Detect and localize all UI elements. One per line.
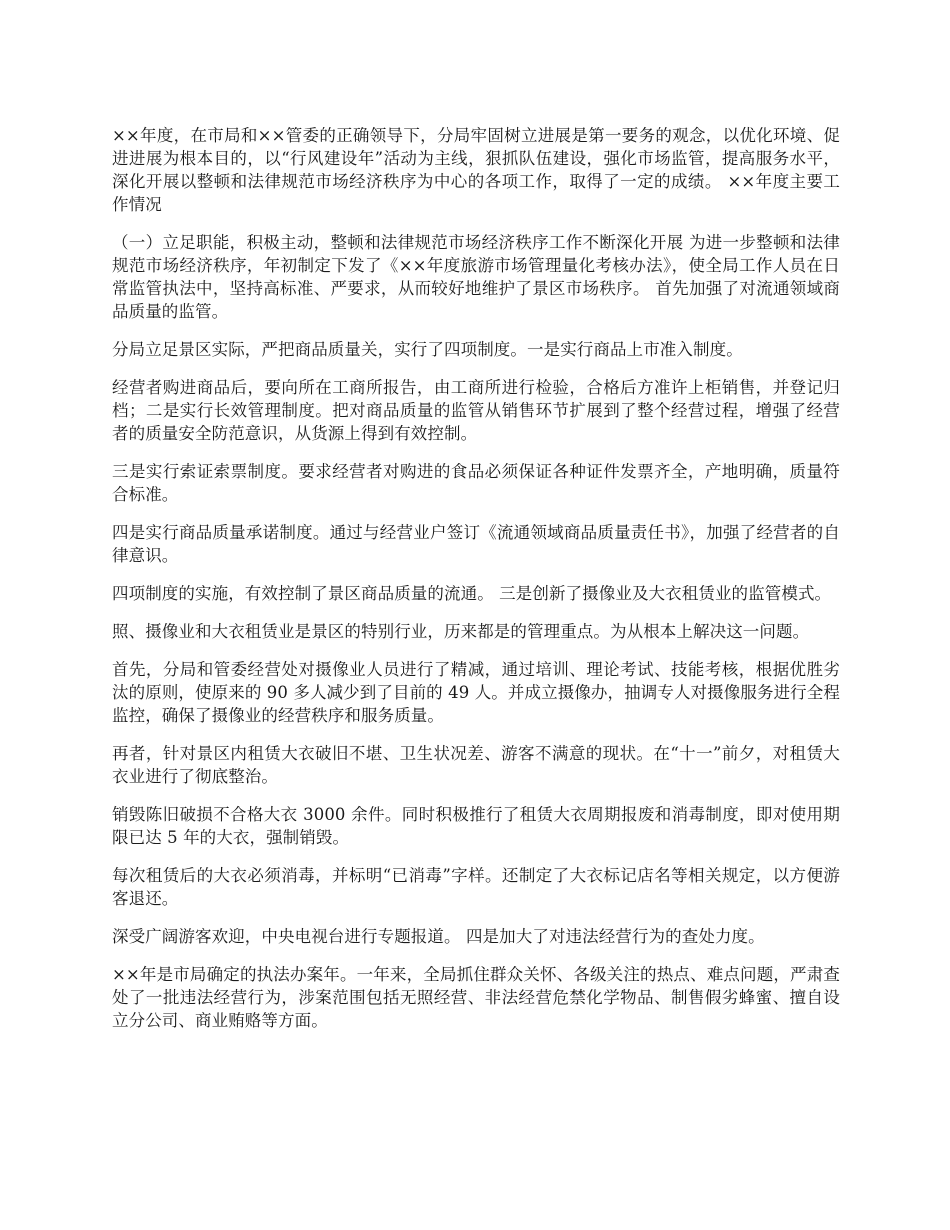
paragraph: 销毁陈旧破损不合格大衣 3000 余件。同时积极推行了租赁大衣周期报废和消毒制度，即对使用期限已达 5 年的大衣，强制销毁。 [112,805,840,847]
paragraph: 四项制度的实施，有效控制了景区商品质量的流通。 三是创新了摄像业及大衣租赁业的监管模式。 [112,584,832,603]
paragraph: ××年是市局确定的执法办案年。一年来，全局抓住群众关怀、各级关注的热点、难点问题，严肃查处了一批违法经营行为，涉案范围包括无照经营、非法经营危禁化学物品、制售假劣蜂蜜、擅自设立分公司、商业贿赂等方面。 [112,965,840,1030]
paragraph: 四是实行商品质量承诺制度。通过与经营业户签订《流通领域商品质量责任书》，加强了经营者的自律意识。 [112,523,840,565]
paragraph: 深受广阔游客欢迎，中央电视台进行专题报道。 四是加大了对违法经营行为的查处力度。 [112,927,765,946]
paragraph: 首先，分局和管委经营处对摄像业人员进行了精减，通过培训、理论考试、技能考核，根据优胜劣汰的原则，使原来的 90 多人减少到了目前的 49 人。并成立摄像办，抽调专人对摄像服务进行全程监控，确保了摄像业的经营秩序和服务质量。 [112,660,840,725]
paragraph: 再者，针对景区内租赁大衣破旧不堪、卫生状况差、游客不满意的现状。在“十一”前夕，对租赁大衣业进行了彻底整治。 [112,744,840,786]
paragraph: ××年度，在市局和××管委的正确领导下，分局牢固树立进展是第一要务的观念，以优化环境、促进进展为根本目的，以“行风建设年”活动为主线，狠抓队伍建设，强化市场监管，提高服务水平，深化开展以整顿和法律规范市场经济秩序为中心的各项工作，取得了一定的成绩。 ××年度主要工作情况 [112,126,840,214]
paragraph: 每次租赁后的大衣必须消毒，并标明“已消毒”字样。还制定了大衣标记店名等相关规定，以方便游客退还。 [112,866,840,908]
paragraph: 照、摄像业和大衣租赁业是景区的特别行业，历来都是的管理重点。为从根本上解决这一问题。 [112,622,810,641]
paragraph: 经营者购进商品后，要向所在工商所报告，由工商所进行检验，合格后方准许上柜销售，并登记归档；二是实行长效管理制度。把对商品质量的监管从销售环节扩展到了整个经营过程，增强了经营者的质量安全防范意识，从货源上得到有效控制。 [112,378,840,443]
paragraph: 分局立足景区实际，严把商品质量关，实行了四项制度。一是实行商品上市准入制度。 [112,340,743,359]
document-body [112,124,840,1047]
paragraph: 三是实行索证索票制度。要求经营者对购进的食品必须保证各种证件发票齐全，产地明确，质量符合标准。 [112,462,840,504]
paragraph: （一）立足职能，积极主动，整顿和法律规范市场经济秩序工作不断深化开展 为进一步整顿和法律规范市场经济秩序，年初制定下发了《××年度旅游市场管理量化考核办法》，使全局工作人员在日常监管执法中，坚持高标准、严要求，从而较好地维护了景区市场秩序。 首先加强了对流通领域商品质量的监管。 [112,233,840,321]
